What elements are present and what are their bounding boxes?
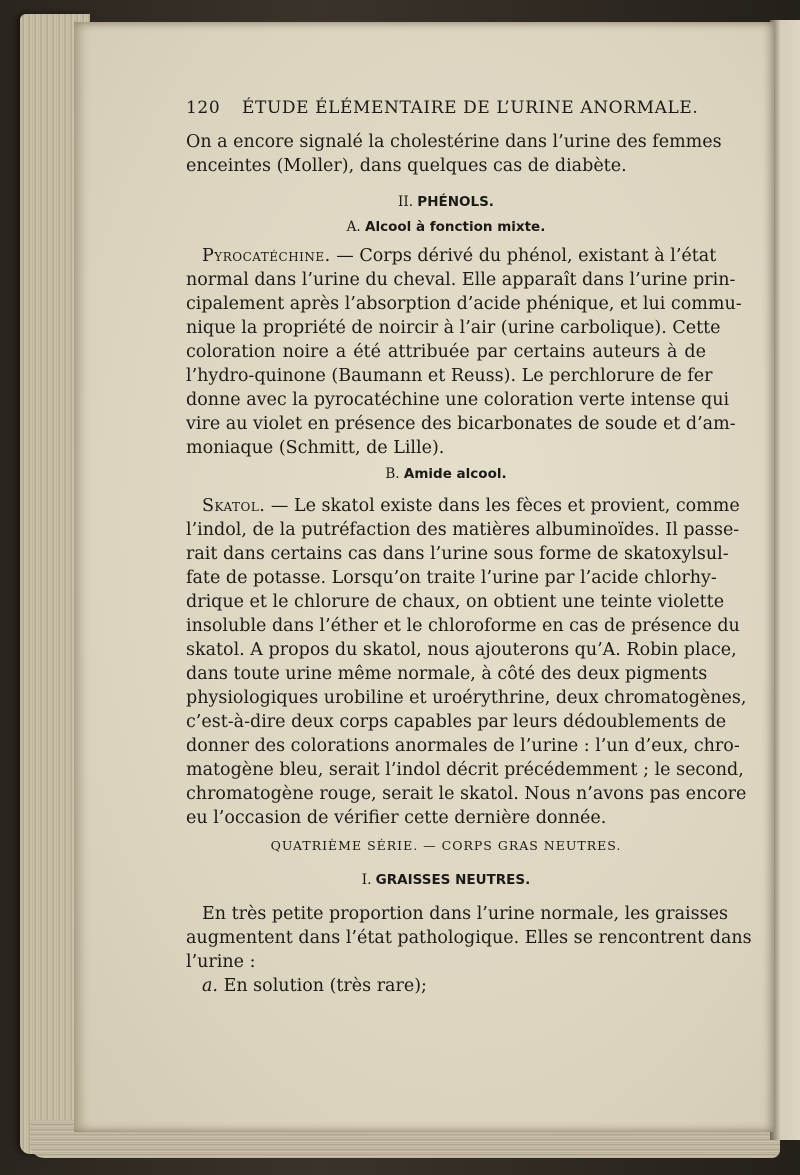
subsection-heading-a	[186, 219, 706, 235]
skatol-line-6: insoluble dans l’éther et le chloroforme en cas de présence du	[186, 616, 740, 636]
book-page	[74, 22, 774, 1132]
series-heading: QUATRIÈME SÉRIE. — CORPS GRAS NEUTRES.	[270, 838, 622, 853]
skatol-line-3: rait dans certains cas dans l’urine sous forme de skatoxylsul-	[186, 544, 729, 564]
skatol-line-12: matogène bleu, serait l’indol décrit précédemment ; le second,	[186, 760, 744, 780]
skatol-line-10: c’est-à-dire deux corps capables par leurs dédoublements de	[186, 712, 727, 732]
subsection-title: Amide alcool.	[403, 466, 507, 482]
item-letter: a.	[202, 976, 218, 996]
pyrocatechine-line-9: moniaque (Schmitt, de Lille).	[186, 438, 445, 458]
pyrocatechine-line-6: l’hydro-quinone (Baumann et Reuss). Le perchlorure de fer	[186, 366, 713, 386]
section-title: GRAISSES NEUTRES.	[375, 872, 531, 888]
pyrocatechine-line-1	[202, 244, 717, 268]
skatol-line-2: l’indol, de la putréfaction des matières albuminoïdes. Il passe-	[186, 520, 740, 540]
skatol-line-5: drique et le chlorure de chaux, on obtient une teinte violette	[186, 592, 725, 612]
subsection-letter: B.	[385, 466, 400, 482]
skatol-line-8: dans toute urine même normale, à côté des deux pigments	[186, 664, 708, 684]
pyrocatechine-line-8: vire au violet en présence des bicarbonates de soude et d’am-	[186, 414, 736, 434]
pyrocatechine-line-7: donne avec la pyrocatéchine une coloration verte intense qui	[186, 390, 730, 410]
subsection-title: Alcool à fonction mixte.	[365, 219, 546, 235]
skatol-line-9: physiologiques urobiline et uroérythrine, deux chromatogènes,	[186, 688, 747, 708]
graisses-line-1: En très petite proportion dans l’urine normale, les graisses	[202, 904, 728, 924]
term-pyrocatechine: Pyrocatéchine.	[202, 246, 331, 266]
subsection-letter: A.	[346, 219, 361, 235]
pyrocatechine-line-3: cipalement après l’absorption d’acide phénique, et lui commu-	[186, 294, 742, 314]
term-skatol: Skatol.	[202, 496, 266, 516]
section-heading-phenols	[186, 194, 706, 210]
section-heading-graisses	[186, 872, 706, 888]
running-header	[186, 98, 699, 118]
section-title: PHÉNOLS.	[417, 194, 494, 210]
subsection-heading-b	[186, 466, 706, 482]
section-number: II.	[398, 194, 413, 210]
intro-line-2: enceintes (Moller), dans quelques cas de diabète.	[186, 156, 627, 176]
graisses-line-2: augmentent dans l’état pathologique. Elles se rencontrent dans	[186, 928, 752, 948]
skatol-line-1	[202, 494, 740, 518]
intro-line-1: On a encore signalé la cholestérine dans l’urine des femmes	[186, 132, 722, 152]
item-text: En solution (très rare);	[223, 976, 427, 996]
graisses-item-a	[202, 974, 706, 998]
pyrocatechine-line-2: normal dans l’urine du cheval. Elle apparaît dans l’urine prin-	[186, 270, 736, 290]
section-number: I.	[361, 872, 372, 888]
skatol-line-7: skatol. A propos du skatol, nous ajouterons qu’A. Robin place,	[186, 640, 737, 660]
pyrocatechine-line-5: coloration noire a été attribuée par certains auteurs à de	[186, 342, 706, 362]
skatol-line-11: donner des colorations anormales de l’urine : l’un d’eux, chro-	[186, 736, 740, 756]
graisses-line-3: l’urine :	[186, 952, 256, 972]
pyrocatechine-line-4: nique la propriété de noircir à l’air (urine carbolique). Cette	[186, 318, 721, 338]
running-title: ÉTUDE ÉLÉMENTAIRE DE L’URINE ANORMALE.	[242, 98, 699, 118]
page-number: 120	[186, 98, 221, 118]
skatol-line-4: fate de potasse. Lorsqu’on traite l’urine par l’acide chlorhy-	[186, 568, 717, 588]
paragraph-text: — Corps dérivé du phénol, existant à l’état	[330, 246, 717, 266]
facing-page-edge	[770, 20, 800, 1140]
paragraph-text: — Le skatol existe dans les fèces et provient, comme	[265, 496, 740, 516]
skatol-line-13: chromatogène rouge, serait le skatol. Nous n’avons pas encore	[186, 784, 747, 804]
skatol-line-14: eu l’occasion de vérifier cette dernière donnée.	[186, 808, 607, 828]
